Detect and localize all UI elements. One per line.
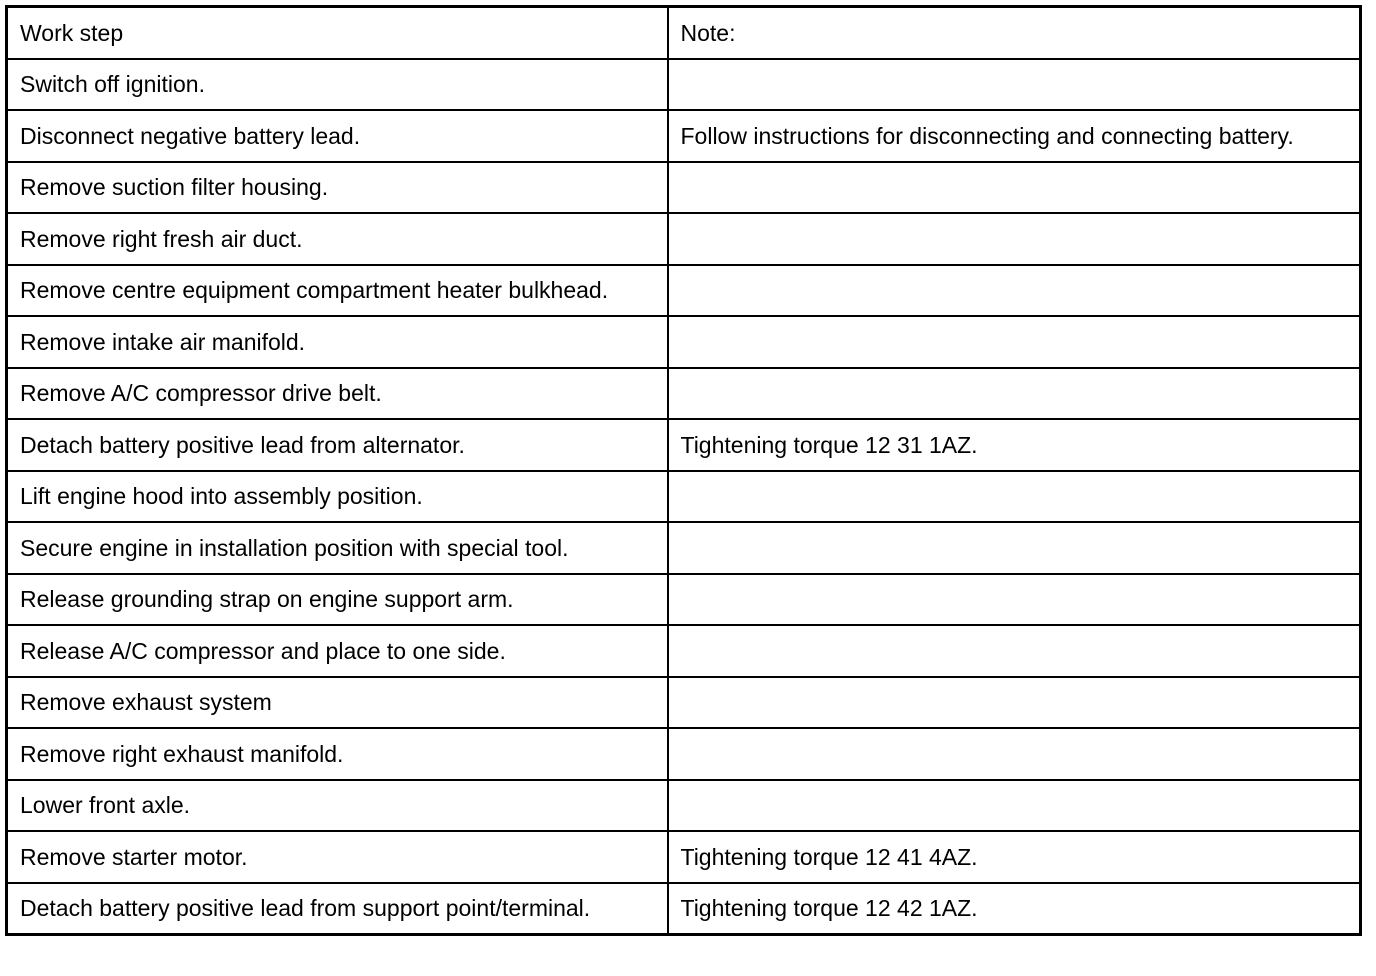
note-cell: Tightening torque 12 31 1AZ.	[668, 419, 1361, 471]
note-cell	[668, 162, 1361, 214]
work-step-cell: Detach battery positive lead from support point/terminal.	[7, 883, 668, 935]
table-row	[7, 419, 1361, 471]
table-row	[7, 625, 1361, 677]
table-row	[7, 316, 1361, 368]
table-row	[7, 471, 1361, 523]
work-step-cell: Release grounding strap on engine support arm.	[7, 574, 668, 626]
note-cell	[668, 59, 1361, 111]
header-row	[7, 7, 1361, 59]
work-step-cell: Remove right fresh air duct.	[7, 213, 668, 265]
note-cell	[668, 368, 1361, 420]
work-step-cell: Release A/C compressor and place to one side.	[7, 625, 668, 677]
table-row	[7, 883, 1361, 935]
table-row	[7, 265, 1361, 317]
work-step-cell: Remove A/C compressor drive belt.	[7, 368, 668, 420]
note-cell	[668, 265, 1361, 317]
work-step-cell: Disconnect negative battery lead.	[7, 110, 668, 162]
note-cell	[668, 780, 1361, 832]
work-step-cell: Remove right exhaust manifold.	[7, 728, 668, 780]
table-row	[7, 728, 1361, 780]
note-cell	[668, 316, 1361, 368]
note-cell	[668, 625, 1361, 677]
table-row	[7, 574, 1361, 626]
table-row	[7, 831, 1361, 883]
note-cell	[668, 213, 1361, 265]
note-cell	[668, 522, 1361, 574]
note-cell: Follow instructions for disconnecting and connecting battery.	[668, 110, 1361, 162]
table-row	[7, 522, 1361, 574]
work-steps-body	[7, 7, 1361, 935]
note-cell	[668, 677, 1361, 729]
table-row	[7, 59, 1361, 111]
work-step-cell: Lower front axle.	[7, 780, 668, 832]
table-row	[7, 213, 1361, 265]
work-step-cell: Detach battery positive lead from alternator.	[7, 419, 668, 471]
note-cell	[668, 728, 1361, 780]
work-step-cell: Remove centre equipment compartment heater bulkhead.	[7, 265, 668, 317]
work-step-cell: Remove intake air manifold.	[7, 316, 668, 368]
table-row	[7, 677, 1361, 729]
table-row	[7, 110, 1361, 162]
work-step-cell: Secure engine in installation position with special tool.	[7, 522, 668, 574]
work-step-cell: Switch off ignition.	[7, 59, 668, 111]
table-row	[7, 780, 1361, 832]
note-cell: Tightening torque 12 41 4AZ.	[668, 831, 1361, 883]
note-header: Note:	[668, 7, 1361, 59]
work-steps-table	[5, 5, 1362, 936]
table-row	[7, 162, 1361, 214]
work-step-cell: Remove starter motor.	[7, 831, 668, 883]
note-cell: Tightening torque 12 42 1AZ.	[668, 883, 1361, 935]
work-step-header: Work step	[7, 7, 668, 59]
note-cell	[668, 574, 1361, 626]
work-step-cell: Remove suction filter housing.	[7, 162, 668, 214]
note-cell	[668, 471, 1361, 523]
work-step-cell: Remove exhaust system	[7, 677, 668, 729]
table-row	[7, 368, 1361, 420]
work-step-cell: Lift engine hood into assembly position.	[7, 471, 668, 523]
